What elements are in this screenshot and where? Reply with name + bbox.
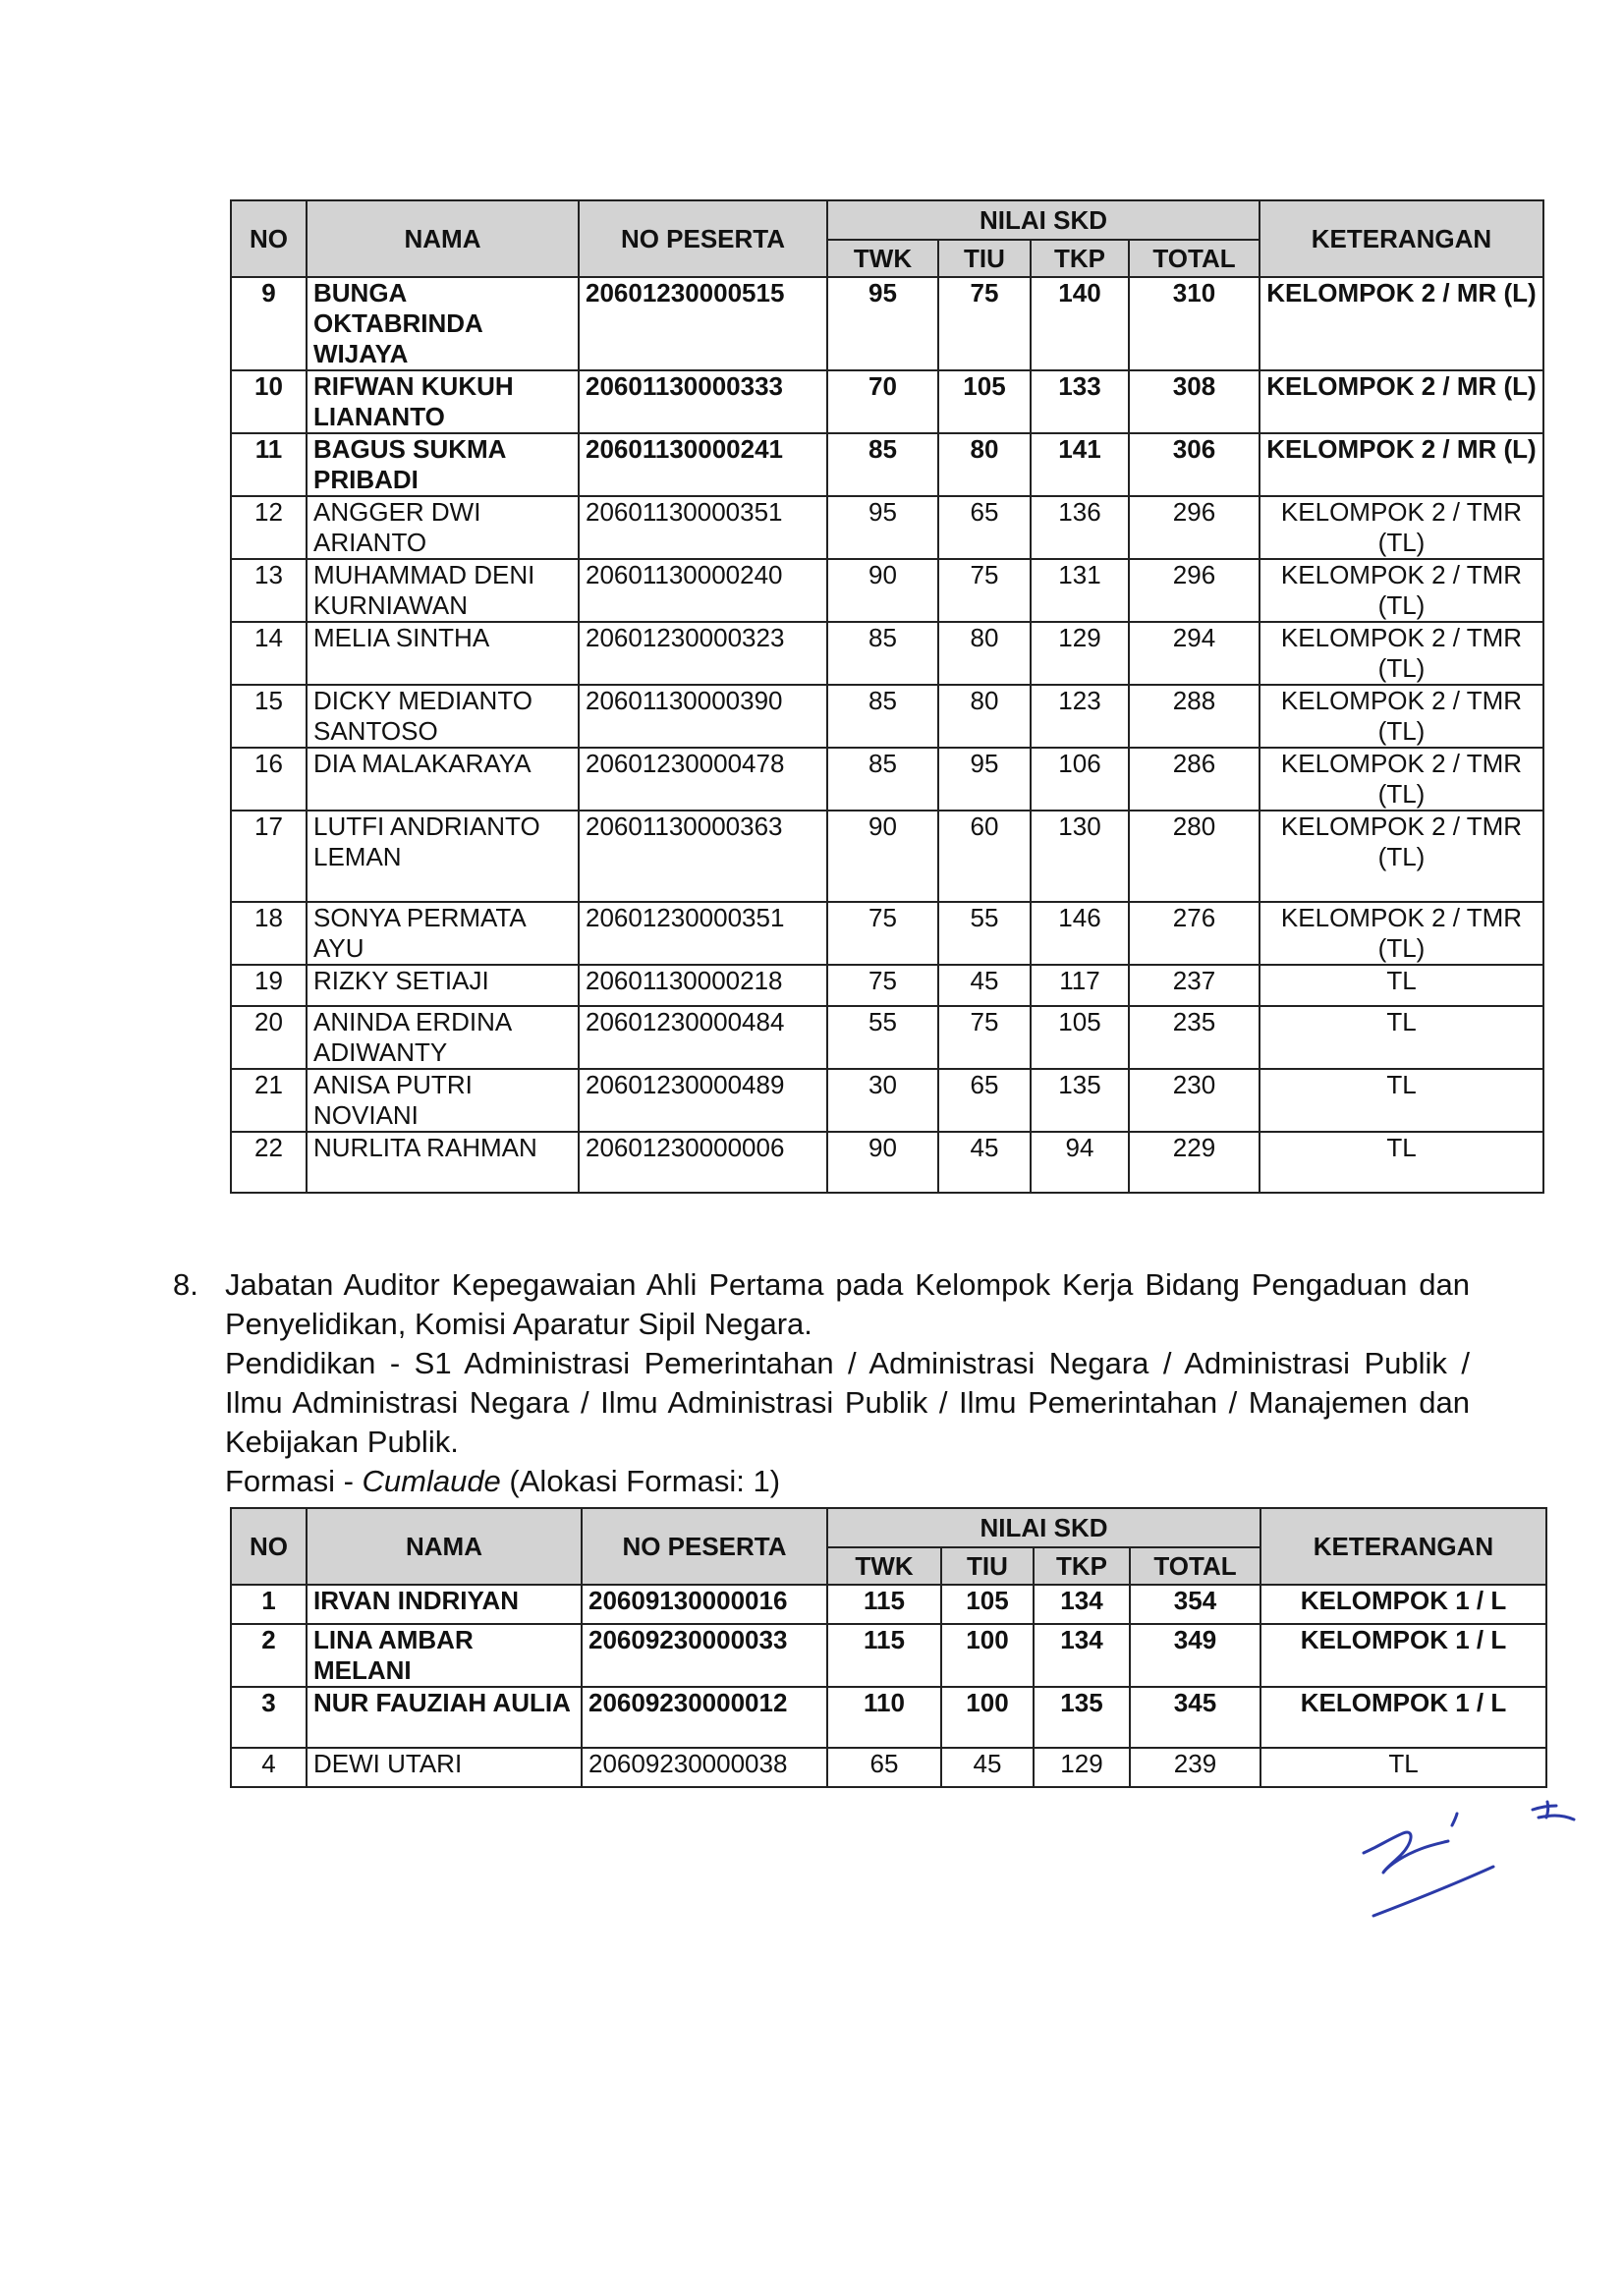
cell-no: 1 [231,1585,307,1624]
cell-no: 12 [231,496,307,559]
cell-tiu: 100 [941,1687,1034,1748]
formasi-prefix: Formasi - [225,1464,363,1498]
cell-tiu: 80 [938,433,1031,496]
table-row [231,965,1543,1006]
cell-total: 306 [1129,433,1260,496]
cell-no: 13 [231,559,307,622]
initial-stroke-3 [1546,1802,1548,1818]
cell-nama: BAGUS SUKMA PRIBADI [307,433,579,496]
cell-keterangan: KELOMPOK 2 / TMR (TL) [1260,622,1543,685]
cell-no: 3 [231,1687,307,1748]
cell-tiu: 65 [938,1069,1031,1132]
section-number: 8. [173,1267,198,1302]
paraph-long-stroke [1373,1867,1493,1916]
header-nama: NAMA [307,1508,582,1585]
cell-tiu: 60 [938,811,1031,902]
header-no: NO [231,200,307,277]
cell-total: 308 [1129,370,1260,433]
cell-keterangan: TL [1260,1748,1546,1787]
header-nama: NAMA [307,200,579,277]
cell-no: 16 [231,748,307,811]
cell-no: 21 [231,1069,307,1132]
cell-nama: LUTFI ANDRIANTO LEMAN [307,811,579,902]
cell-tkp: 129 [1034,1748,1130,1787]
header-keterangan: KETERANGAN [1260,1508,1546,1585]
section-body [225,1265,1470,1501]
cell-no-peserta: 20601130000333 [579,370,827,433]
cell-tkp: 117 [1031,965,1129,1006]
cell-no-peserta: 20601230000515 [579,277,827,370]
cell-nama: RIFWAN KUKUH LIANANTO [307,370,579,433]
cell-tkp: 134 [1034,1585,1130,1624]
section-jabatan: Jabatan Auditor Kepegawaian Ahli Pertama pada Kelompok Kerja Bidang Pengaduan dan Penyelidikan, Komisi Aparatur Sipil Negara. [225,1267,1470,1341]
table-row [231,811,1543,902]
cell-tiu: 75 [938,559,1031,622]
cell-tiu: 105 [941,1585,1034,1624]
initial-stroke-1 [1533,1806,1556,1810]
cell-keterangan: KELOMPOK 1 / L [1260,1687,1546,1748]
cell-tkp: 134 [1034,1624,1130,1687]
cell-no-peserta: 20601130000351 [579,496,827,559]
cell-tkp: 129 [1031,622,1129,685]
cell-no: 15 [231,685,307,748]
table-row [231,622,1543,685]
cell-no-peserta: 20601230000489 [579,1069,827,1132]
cell-total: 345 [1130,1687,1260,1748]
paraph-loop-stroke [1364,1832,1448,1873]
cell-no-peserta: 20609230000038 [582,1748,827,1787]
formasi-italic: Cumlaude [362,1464,501,1498]
table-row [231,1748,1546,1787]
cell-no-peserta: 20601230000323 [579,622,827,685]
cell-no: 20 [231,1006,307,1069]
cell-no-peserta: 20601130000390 [579,685,827,748]
header-twk: TWK [827,240,938,277]
cell-no-peserta: 20601130000363 [579,811,827,902]
cell-nama: IRVAN INDRIYAN [307,1585,582,1624]
cell-tkp: 141 [1031,433,1129,496]
cell-no-peserta: 20601130000240 [579,559,827,622]
cell-keterangan: KELOMPOK 2 / TMR (TL) [1260,811,1543,902]
cell-nama: SONYA PERMATA AYU [307,902,579,965]
table-row [231,1687,1546,1748]
cell-twk: 95 [827,277,938,370]
cell-tiu: 80 [938,622,1031,685]
cell-tkp: 136 [1031,496,1129,559]
cell-no: 9 [231,277,307,370]
cell-total: 288 [1129,685,1260,748]
cell-keterangan: TL [1260,1132,1543,1193]
cell-no-peserta: 20601230000351 [579,902,827,965]
cell-no-peserta: 20609130000016 [582,1585,827,1624]
cell-total: 310 [1129,277,1260,370]
cell-total: 286 [1129,748,1260,811]
table-row [231,1132,1543,1193]
cell-tkp: 94 [1031,1132,1129,1193]
cell-keterangan: KELOMPOK 2 / TMR (TL) [1260,559,1543,622]
cell-nama: RIZKY SETIAJI [307,965,579,1006]
ranking-table-1 [230,199,1544,1194]
cell-twk: 70 [827,370,938,433]
cell-nama: DICKY MEDIANTO SANTOSO [307,685,579,748]
table-row [231,685,1543,748]
cell-twk: 85 [827,685,938,748]
cell-tiu: 75 [938,277,1031,370]
cell-no: 11 [231,433,307,496]
cell-tkp: 106 [1031,748,1129,811]
table-row [231,1585,1546,1624]
cell-nama: BUNGA OKTABRINDA WIJAYA [307,277,579,370]
cell-total: 354 [1130,1585,1260,1624]
header-nilai-skd: NILAI SKD [827,200,1260,240]
cell-keterangan: KELOMPOK 2 / TMR (TL) [1260,902,1543,965]
cell-nama: DIA MALAKARAYA [307,748,579,811]
header-keterangan: KETERANGAN [1260,200,1543,277]
cell-total: 294 [1129,622,1260,685]
table-row [231,1069,1543,1132]
table-row [231,559,1543,622]
table-row [231,433,1543,496]
cell-nama: ANGGER DWI ARIANTO [307,496,579,559]
cell-tiu: 105 [938,370,1031,433]
cell-total: 276 [1129,902,1260,965]
cell-no: 10 [231,370,307,433]
table-row [231,496,1543,559]
cell-no: 22 [231,1132,307,1193]
cell-no-peserta: 20601230000478 [579,748,827,811]
header-total: TOTAL [1130,1547,1260,1585]
cell-total: 239 [1130,1748,1260,1787]
header-tkp: TKP [1031,240,1129,277]
cell-keterangan: KELOMPOK 2 / MR (L) [1260,370,1543,433]
cell-tiu: 75 [938,1006,1031,1069]
header-nilai-skd: NILAI SKD [827,1508,1260,1547]
cell-twk: 90 [827,811,938,902]
cell-keterangan: TL [1260,1006,1543,1069]
cell-nama: ANISA PUTRI NOVIANI [307,1069,579,1132]
cell-nama: NUR FAUZIAH AULIA [307,1687,582,1748]
cell-no-peserta: 20609230000033 [582,1624,827,1687]
cell-twk: 85 [827,433,938,496]
cell-total: 237 [1129,965,1260,1006]
header-total: TOTAL [1129,240,1260,277]
header-tkp: TKP [1034,1547,1130,1585]
cell-twk: 90 [827,1132,938,1193]
cell-no-peserta: 20601130000218 [579,965,827,1006]
cell-no: 17 [231,811,307,902]
cell-total: 280 [1129,811,1260,902]
cell-keterangan: KELOMPOK 1 / L [1260,1624,1546,1687]
cell-nama: ANINDA ERDINA ADIWANTY [307,1006,579,1069]
cell-nama: MUHAMMAD DENI KURNIAWAN [307,559,579,622]
cell-twk: 115 [827,1624,941,1687]
cell-no: 18 [231,902,307,965]
cell-twk: 75 [827,902,938,965]
cell-tkp: 130 [1031,811,1129,902]
cell-tkp: 105 [1031,1006,1129,1069]
cell-twk: 115 [827,1585,941,1624]
cell-tkp: 123 [1031,685,1129,748]
cell-twk: 90 [827,559,938,622]
cell-no-peserta: 20601230000484 [579,1006,827,1069]
header-tiu: TIU [938,240,1031,277]
cell-tiu: 45 [938,965,1031,1006]
cell-tiu: 80 [938,685,1031,748]
cell-keterangan: KELOMPOK 2 / TMR (TL) [1260,496,1543,559]
ranking-table-2 [230,1507,1547,1788]
cell-nama: MELIA SINTHA [307,622,579,685]
cell-keterangan: KELOMPOK 2 / TMR (TL) [1260,685,1543,748]
cell-tkp: 140 [1031,277,1129,370]
table-row [231,1624,1546,1687]
cell-total: 229 [1129,1132,1260,1193]
cell-tiu: 45 [941,1748,1034,1787]
signature-paraph [1346,1796,1582,1933]
table-row [231,277,1543,370]
cell-tiu: 45 [938,1132,1031,1193]
cell-twk: 30 [827,1069,938,1132]
cell-nama: DEWI UTARI [307,1748,582,1787]
cell-keterangan: TL [1260,1069,1543,1132]
cell-total: 296 [1129,496,1260,559]
cell-total: 296 [1129,559,1260,622]
cell-tiu: 65 [938,496,1031,559]
cell-keterangan: KELOMPOK 2 / MR (L) [1260,433,1543,496]
initial-stroke-2 [1539,1816,1574,1819]
cell-tkp: 146 [1031,902,1129,965]
cell-no-peserta: 20601230000006 [579,1132,827,1193]
cell-no: 14 [231,622,307,685]
cell-nama: NURLITA RAHMAN [307,1132,579,1193]
header-tiu: TIU [941,1547,1034,1585]
cell-tkp: 133 [1031,370,1129,433]
cell-no-peserta: 20601130000241 [579,433,827,496]
table-row [231,370,1543,433]
cell-twk: 55 [827,1006,938,1069]
paraph-tick-stroke [1452,1814,1457,1825]
cell-tiu: 95 [938,748,1031,811]
header-no: NO [231,1508,307,1585]
formasi-suffix: (Alokasi Formasi: 1) [500,1464,781,1498]
cell-twk: 65 [827,1748,941,1787]
cell-tkp: 135 [1034,1687,1130,1748]
cell-no: 2 [231,1624,307,1687]
cell-keterangan: KELOMPOK 1 / L [1260,1585,1546,1624]
cell-tkp: 131 [1031,559,1129,622]
cell-nama: LINA AMBAR MELANI [307,1624,582,1687]
cell-twk: 95 [827,496,938,559]
table-row [231,902,1543,965]
header-twk: TWK [827,1547,941,1585]
cell-tiu: 100 [941,1624,1034,1687]
cell-keterangan: TL [1260,965,1543,1006]
header-no-peserta: NO PESERTA [582,1508,827,1585]
cell-keterangan: KELOMPOK 2 / MR (L) [1260,277,1543,370]
cell-twk: 85 [827,748,938,811]
cell-keterangan: KELOMPOK 2 / TMR (TL) [1260,748,1543,811]
cell-no: 4 [231,1748,307,1787]
cell-no: 19 [231,965,307,1006]
table-row [231,1006,1543,1069]
cell-no-peserta: 20609230000012 [582,1687,827,1748]
cell-total: 235 [1129,1006,1260,1069]
header-no-peserta: NO PESERTA [579,200,827,277]
cell-total: 349 [1130,1624,1260,1687]
table-row [231,748,1543,811]
section-formasi [225,1462,1470,1501]
cell-tkp: 135 [1031,1069,1129,1132]
cell-total: 230 [1129,1069,1260,1132]
cell-twk: 85 [827,622,938,685]
section-pendidikan: Pendidikan - S1 Administrasi Pemerintahan / Administrasi Negara / Administrasi Publik / Ilmu Administrasi Negara / Ilmu Administrasi Publik / Ilmu Pemerintahan / Manajemen dan Kebijakan Publik. [225,1346,1470,1459]
cell-tiu: 55 [938,902,1031,965]
cell-twk: 110 [827,1687,941,1748]
cell-twk: 75 [827,965,938,1006]
